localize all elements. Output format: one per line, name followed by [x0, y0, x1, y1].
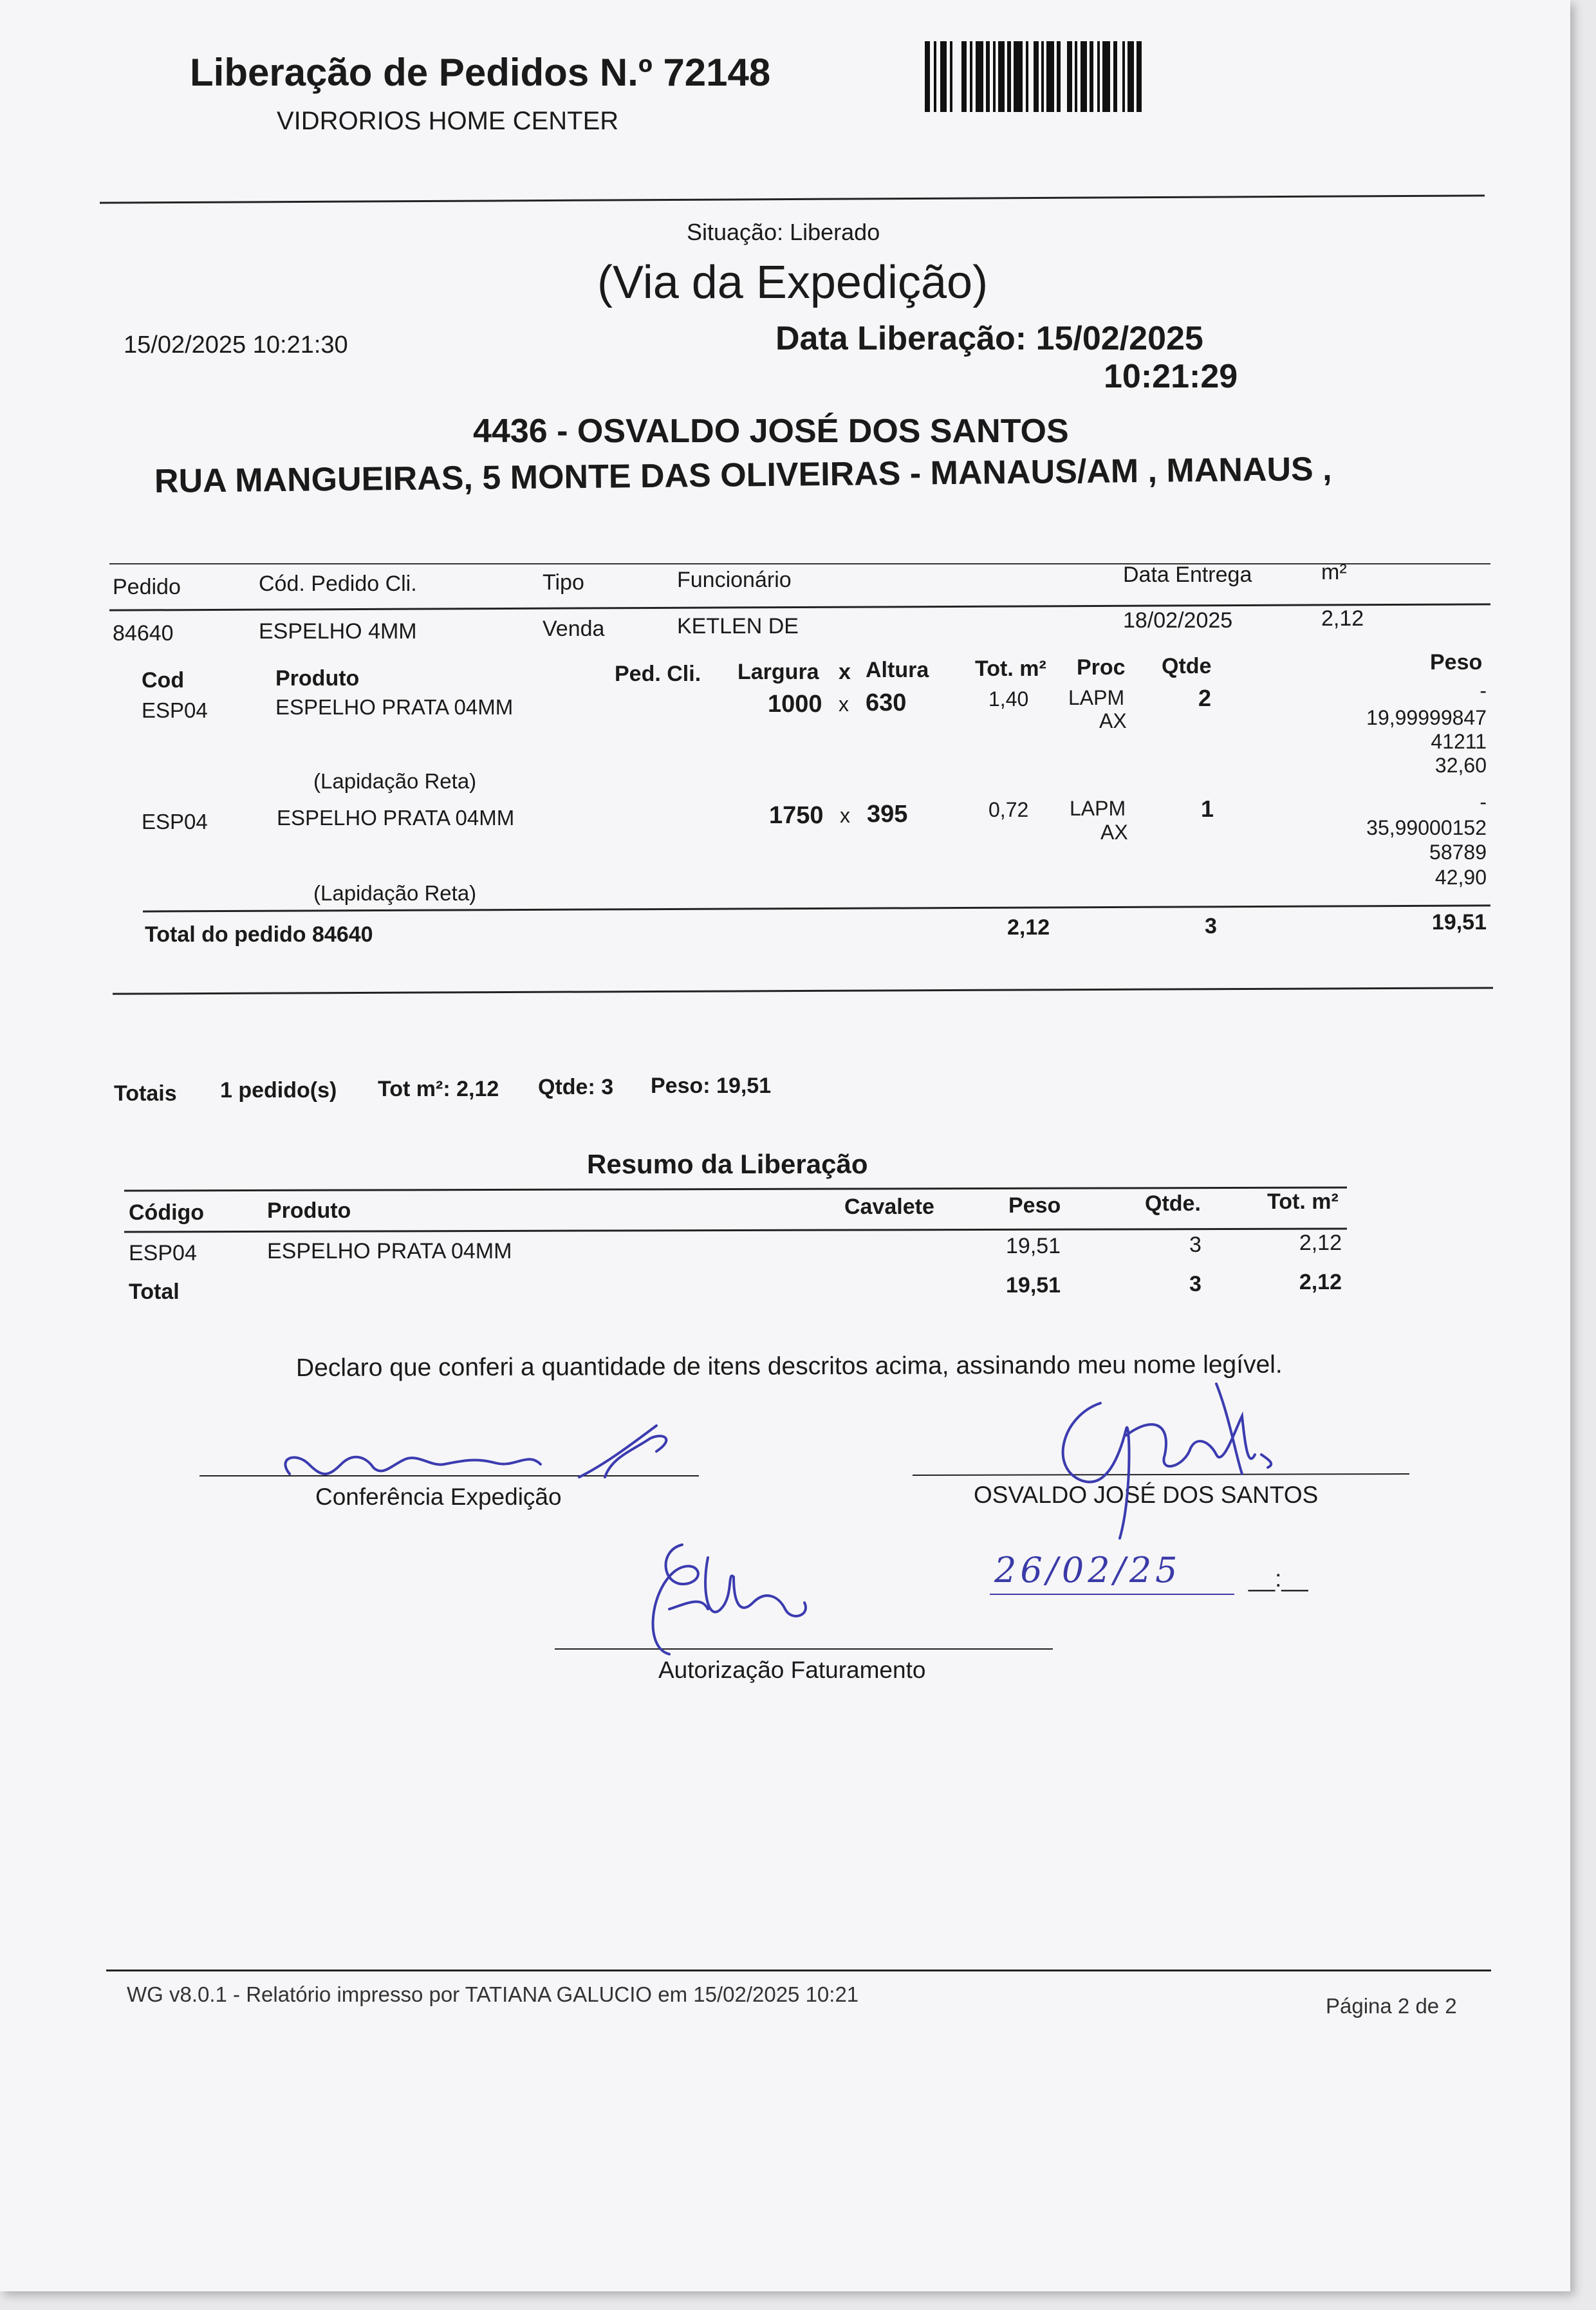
header-rule	[100, 194, 1485, 203]
items-col-peso: Peso	[1430, 650, 1483, 675]
totals-qtde: Qtde: 3	[538, 1075, 614, 1099]
summary-total-peso: 19,51	[1006, 1273, 1061, 1298]
col-cod-pedido-cli: Cód. Pedido Cli.	[259, 572, 417, 596]
item-peso-line: 35,99000152	[1366, 816, 1487, 839]
order-delivery-date: 18/02/2025	[1123, 608, 1233, 633]
col-data-entrega: Data Entrega	[1123, 563, 1252, 587]
totals-peso: Peso: 19,51	[651, 1074, 772, 1098]
release-time: 10:21:29	[1104, 358, 1238, 395]
declaration-text: Declaro que conferi a quantidade de itens descritos acima, assinando meu nome legível.	[295, 1350, 1283, 1382]
item-note: (Lapidação Reta)	[313, 769, 477, 793]
order-header-top-rule	[109, 563, 1490, 564]
summary-codigo: ESP04	[129, 1241, 197, 1265]
items-col-ped-cli: Ped. Cli.	[615, 662, 701, 686]
order-total-peso: 19,51	[1431, 910, 1487, 935]
items-col-cod: Cod	[142, 668, 185, 693]
autorizacao-label: Autorização Faturamento	[658, 1657, 926, 1683]
item-largura: 1000	[768, 691, 822, 718]
summary-qtde: 3	[1189, 1233, 1202, 1257]
item-altura: 395	[867, 801, 908, 828]
summary-tot-m2: 2,12	[1299, 1231, 1342, 1255]
client-signature-name: OSVALDO JOSÉ DOS SANTOS	[974, 1482, 1319, 1508]
order-type: Venda	[543, 617, 605, 641]
company-name: VIDRORIOS HOME CENTER	[277, 107, 619, 135]
items-col-tot-m2: Tot. m²	[975, 657, 1046, 681]
client-name: 4436 - OSVALDO JOSÉ DOS SANTOS	[473, 413, 1069, 450]
summary-col-qtde: Qtde.	[1145, 1191, 1201, 1216]
summary-total-m2: 2,12	[1299, 1270, 1342, 1294]
item-proc-1: LAPM	[1068, 686, 1125, 709]
totals-pedidos: 1 pedido(s)	[220, 1078, 337, 1103]
item-cod: ESP04	[142, 698, 208, 722]
item-tot-m2: 0,72	[988, 798, 1029, 821]
item-produto: ESPELHO PRATA 04MM	[277, 806, 515, 830]
item-largura: 1750	[769, 802, 824, 829]
item-peso-line: 32,60	[1434, 754, 1487, 777]
summary-col-produto: Produto	[267, 1198, 351, 1223]
print-datetime: 15/02/2025 10:21:30	[124, 331, 348, 359]
item-peso-line: 42,90	[1434, 866, 1487, 889]
barcode	[925, 41, 1166, 112]
summary-title: Resumo da Liberação	[587, 1149, 868, 1179]
client-signature	[1023, 1377, 1294, 1545]
summary-col-tot-m2: Tot. m²	[1267, 1189, 1339, 1214]
summary-col-codigo: Código	[129, 1200, 205, 1225]
order-m2: 2,12	[1321, 606, 1364, 631]
item-peso-line: -	[1480, 679, 1487, 702]
items-col-proc: Proc	[1077, 655, 1126, 680]
col-m2: m²	[1321, 560, 1347, 584]
summary-total-label: Total	[129, 1280, 180, 1304]
item-produto: ESPELHO PRATA 04MM	[275, 695, 514, 719]
summary-produto: ESPELHO PRATA 04MM	[267, 1239, 512, 1263]
totals-label: Totais	[114, 1081, 177, 1106]
situation-label: Situação: Liberado	[687, 219, 880, 245]
date-underline	[990, 1594, 1234, 1595]
col-pedido: Pedido	[113, 575, 181, 599]
totals-m2: Tot m²: 2,12	[378, 1077, 499, 1101]
item-x: x	[839, 693, 849, 716]
order-total-rule	[143, 904, 1490, 912]
item-peso-line: 58789	[1429, 841, 1487, 864]
item-proc-1: LAPM	[1070, 797, 1126, 820]
summary-col-peso: Peso	[1008, 1193, 1061, 1218]
order-client-code: ESPELHO 4MM	[259, 619, 417, 644]
order-end-rule	[113, 987, 1493, 994]
order-total-m2: 2,12	[1007, 915, 1050, 940]
conferencia-signature	[270, 1413, 682, 1490]
item-qtde: 1	[1201, 796, 1214, 822]
item-peso-line: 19,99999847	[1366, 706, 1487, 729]
col-tipo: Tipo	[543, 570, 584, 595]
item-note: (Lapidação Reta)	[313, 881, 477, 905]
order-employee: KETLEN DE	[677, 614, 799, 638]
item-cod: ESP04	[142, 810, 208, 834]
order-total-label: Total do pedido 84640	[145, 922, 373, 947]
summary-peso: 19,51	[1006, 1234, 1061, 1258]
handwritten-date: 26/02/25	[994, 1550, 1182, 1590]
item-qtde: 2	[1198, 685, 1212, 711]
conferencia-label: Conferência Expedição	[315, 1484, 562, 1510]
footer-rule	[106, 1970, 1491, 1971]
item-peso-line: 41211	[1431, 730, 1487, 753]
item-altura: 630	[866, 689, 907, 716]
summary-total-qtde: 3	[1189, 1272, 1202, 1296]
item-proc-2: AX	[1099, 709, 1127, 732]
item-proc-2: AX	[1100, 821, 1128, 844]
item-peso-line: -	[1480, 790, 1487, 814]
footer-page: Página 2 de 2	[1326, 1994, 1457, 2018]
items-col-qtde: Qtde	[1162, 654, 1212, 678]
autorizacao-signature	[631, 1532, 824, 1667]
item-tot-m2: 1,40	[988, 687, 1029, 711]
client-address: RUA MANGUEIRAS, 5 MONTE DAS OLIVEIRAS - MANAUS/AM , MANAUS ,	[154, 450, 1332, 500]
via-label: (Via da Expedição)	[597, 257, 988, 308]
footer-report: WG v8.0.1 - Relatório impresso por TATIANA GALUCIO em 15/02/2025 10:21	[127, 1982, 859, 2006]
items-col-largura: Largura	[738, 660, 819, 684]
order-number: 84640	[113, 621, 174, 646]
order-header-bottom-rule	[109, 603, 1490, 611]
document-title: Liberação de Pedidos N.º 72148	[190, 51, 771, 94]
time-blank: __:__	[1248, 1565, 1308, 1592]
release-date: Data Liberação: 15/02/2025	[775, 320, 1203, 357]
items-col-altura: Altura	[866, 658, 929, 682]
summary-header-rule	[124, 1228, 1347, 1233]
col-funcionario: Funcionário	[677, 568, 792, 592]
items-col-x: x	[839, 660, 851, 684]
items-col-produto: Produto	[275, 666, 360, 691]
item-x: x	[840, 804, 850, 827]
order-total-qtde: 3	[1205, 914, 1217, 938]
summary-col-cavalete: Cavalete	[844, 1195, 934, 1219]
